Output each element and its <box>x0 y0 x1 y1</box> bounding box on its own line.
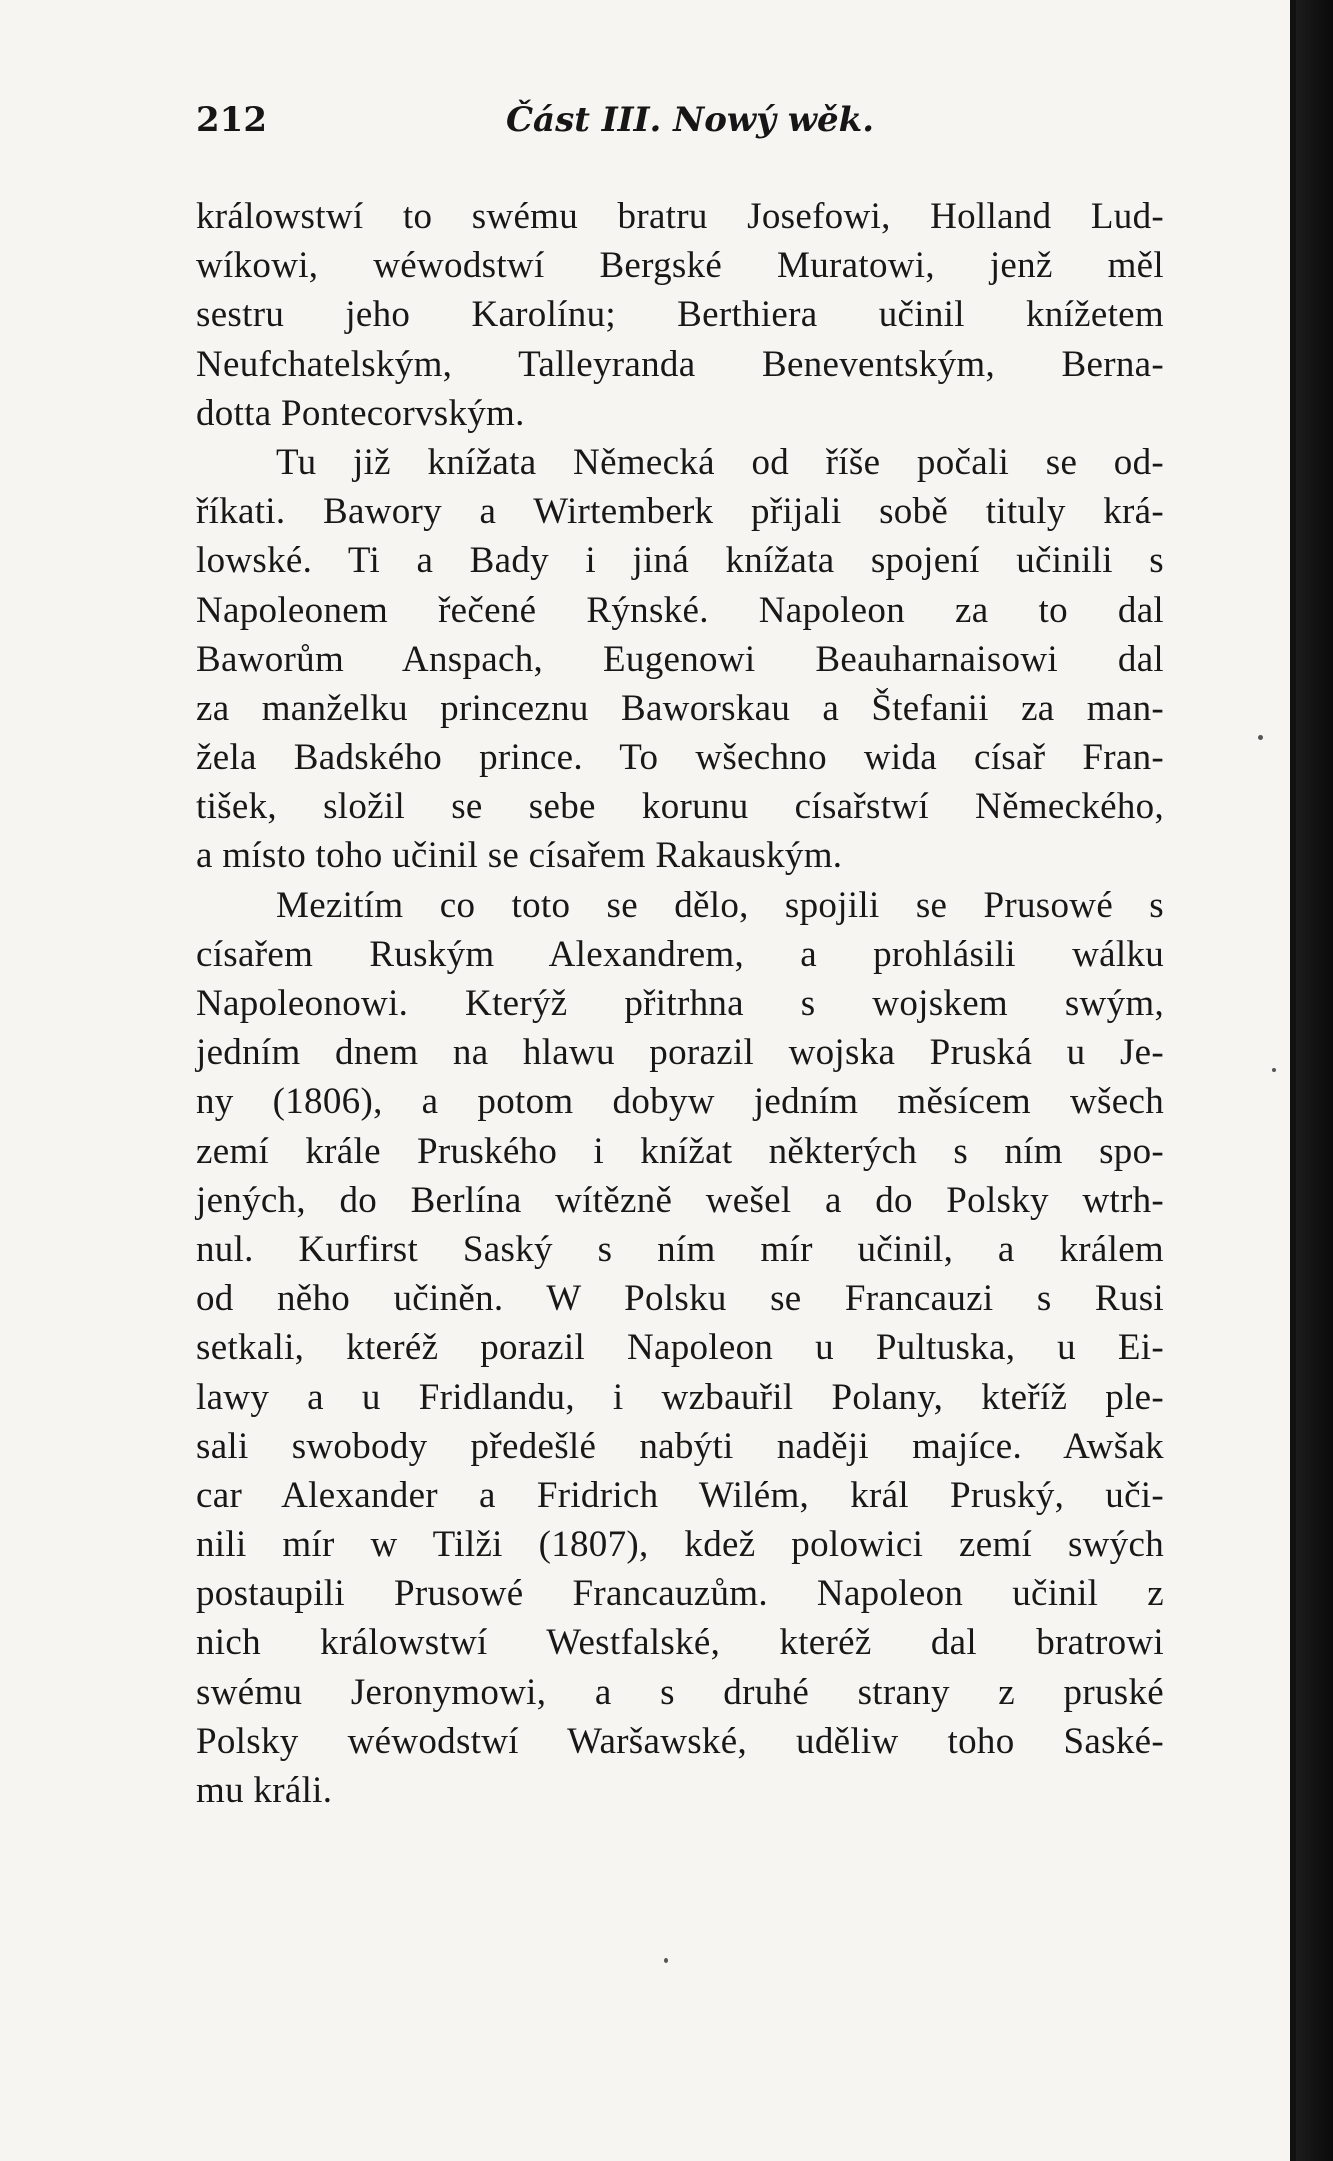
page-edge-shadow <box>1296 0 1333 2161</box>
text-line: od něho učiněn. W Polsku se Francauzi s Rusi <box>196 1278 1164 1320</box>
text-line: Polsky wéwodstwí Waršawské, uděliw toho Saské- <box>196 1720 1164 1762</box>
page-header <box>196 100 1166 150</box>
paper-speck <box>1272 1068 1276 1072</box>
text-line: nili mír w Tilži (1807), kdež polowici zemí swých <box>196 1524 1164 1566</box>
text-line: Tu již knížata Německá od říše počali se od- <box>276 441 1164 483</box>
text-line: Napoleonem řečené Rýnské. Napoleon za to dal <box>196 589 1164 631</box>
text-line: Baworům Anspach, Eugenowi Beauharnaisowi dal <box>196 638 1164 680</box>
text-line: a místo toho učinil se císařem Rakauským. <box>196 835 843 877</box>
running-head: Část III. Nowý wěk. <box>506 100 875 140</box>
text-line: postaupili Prusowé Francauzům. Napoleon učinil z <box>196 1573 1164 1615</box>
text-line: sali swobody předešlé nabýti naději majíce. Awšak <box>196 1425 1164 1467</box>
text-line: jedním dnem na hlawu porazil wojska Pruská u Je- <box>196 1032 1164 1074</box>
text-line: setkali, kteréž porazil Napoleon u Pultuska, u Ei- <box>196 1327 1164 1369</box>
text-line: nul. Kurfirst Saský s ním mír učinil, a králem <box>196 1228 1164 1270</box>
text-line: sestru jeho Karolínu; Berthiera učinil knížetem <box>196 294 1164 336</box>
paper-speck <box>664 1958 668 1963</box>
body-text <box>196 192 1164 1815</box>
text-line: car Alexander a Fridrich Wilém, král Pruský, uči- <box>196 1474 1164 1516</box>
text-line: lawy a u Fridlandu, i wzbauřil Polany, kteříž ple- <box>196 1376 1164 1418</box>
text-line: dotta Pontecorvským. <box>196 392 525 434</box>
text-line: Neufchatelským, Talleyranda Beneventským, Berna- <box>196 343 1164 385</box>
page-number: 212 <box>196 100 267 140</box>
text-line: tišek, složil se sebe korunu císařstwí Německého, <box>196 786 1164 828</box>
text-line: mu králi. <box>196 1770 333 1811</box>
text-line: swému Jeronymowi, a s druhé strany z pruské <box>196 1671 1164 1713</box>
text-line: králowstwí to swému bratru Josefowi, Holland Lud- <box>196 196 1164 237</box>
text-line: Mezitím co toto se dělo, spojili se Prusowé s <box>276 884 1164 926</box>
text-line: zemí krále Pruského i knížat některých s ním spo- <box>196 1130 1164 1172</box>
text-line: lowské. Ti a Bady i jiná knížata spojení učinili s <box>196 540 1164 582</box>
text-line: nich králowstwí Westfalské, kteréž dal bratrowi <box>196 1622 1164 1664</box>
text-line: jených, do Berlína wítězně wešel a do Polsky wtrh- <box>196 1179 1164 1221</box>
text-line: říkati. Bawory a Wirtemberk přijali sobě tituly krá- <box>196 491 1164 533</box>
text-line: za manželku princeznu Baworskau a Štefanii za man- <box>196 687 1164 729</box>
paper-speck <box>1258 735 1263 740</box>
text-line: žela Badského prince. To wšechno wida císař Fran- <box>196 737 1164 779</box>
text-line: císařem Ruským Alexandrem, a prohlásili wálku <box>196 933 1164 975</box>
text-line: wíkowi, wéwodstwí Bergské Muratowi, jenž měl <box>196 245 1164 287</box>
text-line: Napoleonowi. Kterýž přitrhna s wojskem swým, <box>196 983 1164 1024</box>
text-line: ny (1806), a potom dobyw jedním měsícem wšech <box>196 1081 1164 1123</box>
